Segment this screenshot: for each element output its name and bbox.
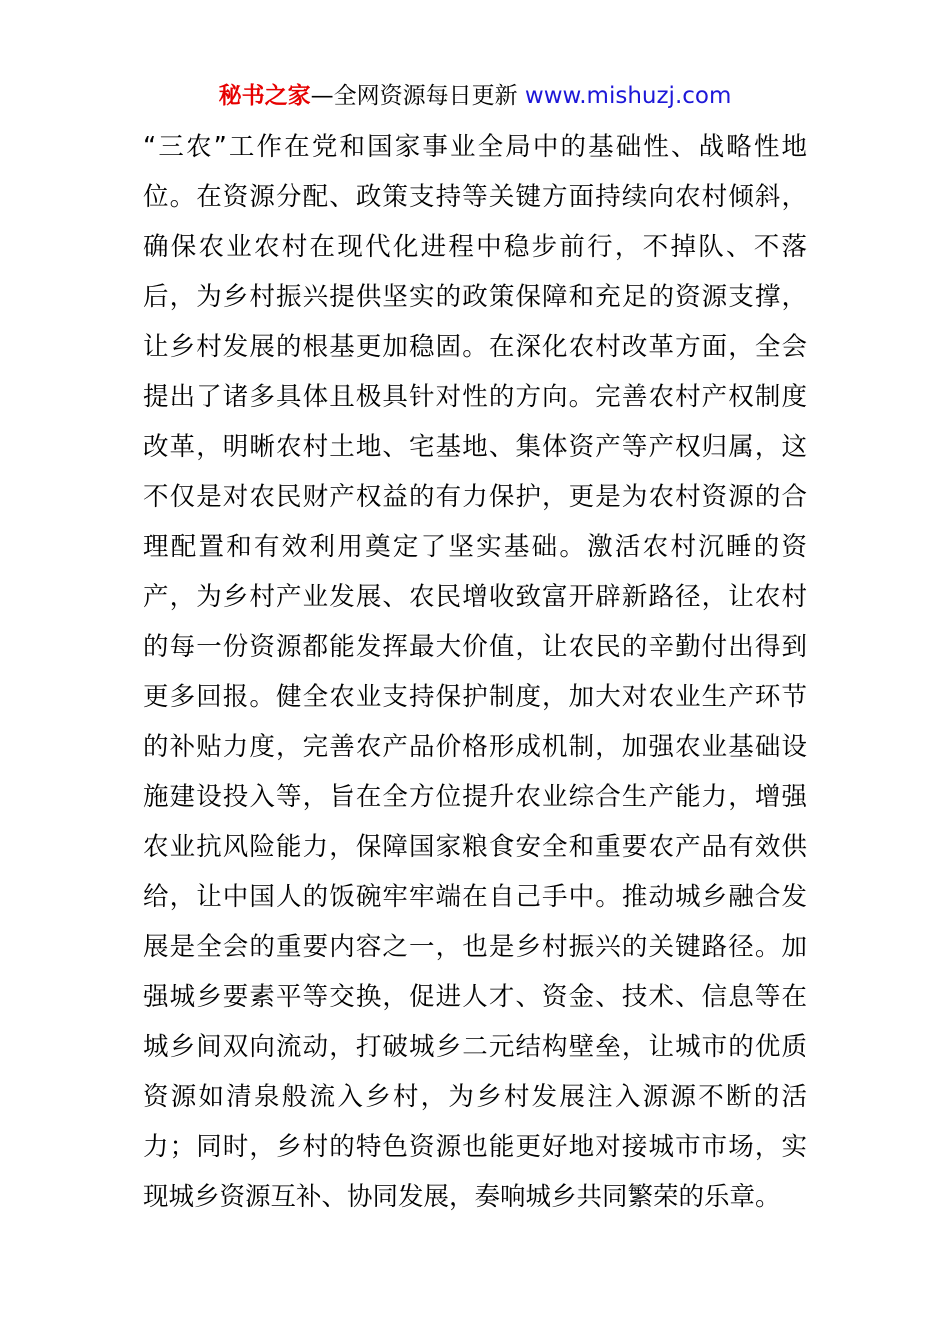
- text-line: 不仅是对农民财产权益的有力保护，更是为农村资源的合: [143, 482, 807, 512]
- text-line: 改革，明晰农村土地、宅基地、集体资产等产权归属，这: [143, 432, 807, 462]
- text-line: 理配置和有效利用奠定了坚实基础。激活农村沉睡的资: [143, 532, 807, 562]
- text-line: 提出了诸多具体且极具针对性的方向。完善农村产权制度: [143, 382, 807, 412]
- text-line: 确保农业农村在现代化进程中稳步前行，不掉队、不落: [143, 232, 807, 262]
- text-line: 城乡间双向流动，打破城乡二元结构壁垒，让城市的优质: [143, 1032, 807, 1062]
- text-line: 强城乡要素平等交换，促进人才、资金、技术、信息等在: [143, 982, 807, 1012]
- text-line: 给，让中国人的饭碗牢牢端在自己手中。推动城乡融合发: [143, 882, 807, 912]
- site-tagline: —全网资源每日更新: [310, 83, 518, 109]
- text-line: 力；同时，乡村的特色资源也能更好地对接城市市场，实: [143, 1132, 807, 1162]
- document-body: [143, 122, 807, 1222]
- site-url-link[interactable]: www.mishuzj.com: [524, 83, 732, 109]
- text-line: 施建设投入等，旨在全方位提升农业综合生产能力，增强: [143, 782, 807, 812]
- text-line: 现城乡资源互补、协同发展，奏响城乡共同繁荣的乐章。: [143, 1182, 781, 1212]
- site-brand: 秘书之家: [218, 83, 311, 109]
- text-line: 资源如清泉般流入乡村，为乡村发展注入源源不断的活: [143, 1082, 807, 1112]
- site-header: [0, 80, 950, 112]
- text-line: 让乡村发展的根基更加稳固。在深化农村改革方面，全会: [143, 332, 807, 362]
- text-line: 的补贴力度，完善农产品价格形成机制，加强农业基础设: [143, 732, 807, 762]
- text-line: 更多回报。健全农业支持保护制度，加大对农业生产环节: [143, 682, 807, 712]
- text-line: 位。在资源分配、政策支持等关键方面持续向农村倾斜，: [143, 182, 807, 212]
- text-line: 的每一份资源都能发挥最大价值，让农民的辛勤付出得到: [143, 632, 807, 662]
- text-line: 后，为乡村振兴提供坚实的政策保障和充足的资源支撑，: [143, 282, 807, 312]
- text-line: 产，为乡村产业发展、农民增收致富开辟新路径，让农村: [143, 582, 807, 612]
- text-line: 农业抗风险能力，保障国家粮食安全和重要农产品有效供: [143, 832, 807, 862]
- text-line: 展是全会的重要内容之一，也是乡村振兴的关键路径。加: [143, 932, 807, 962]
- text-line: “三农”工作在党和国家事业全局中的基础性、战略性地: [143, 132, 807, 162]
